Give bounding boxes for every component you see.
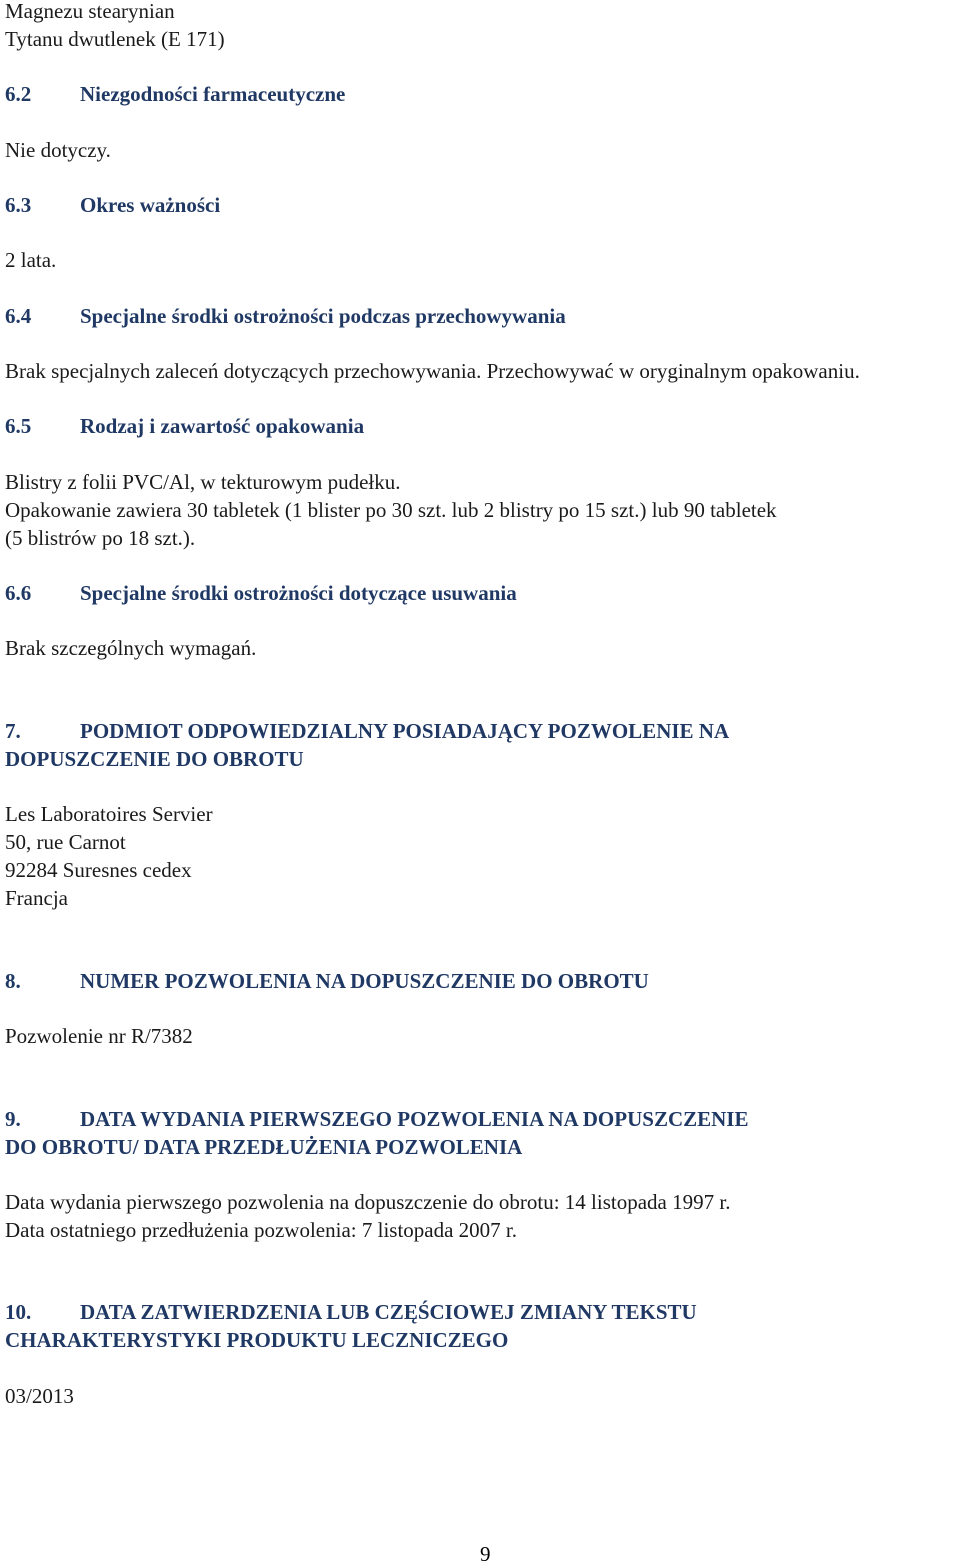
address-line: Les Laboratoires Servier (5, 802, 213, 826)
section-title: CHARAKTERYSTYKI PRODUKTU LECZNICZEGO (5, 1328, 509, 1352)
subsection-body: Brak szczególnych wymagań. (5, 636, 257, 660)
subsection-body-line: (5 blistrów po 18 szt.). (5, 526, 196, 550)
subsection-heading-6-2 (5, 80, 345, 108)
section-title: DATA ZATWIERDZENIA LUB CZĘŚCIOWEJ ZMIANY TEKSTU (80, 1300, 697, 1324)
subsection-body: Nie dotyczy. (5, 138, 111, 162)
subsection-body-line: Blistry z folii PVC/Al, w tekturowym pudełku. (5, 470, 401, 494)
excipient-line: Tytanu dwutlenek (E 171) (5, 27, 225, 51)
subsection-title: Niezgodności farmaceutyczne (80, 82, 346, 106)
section-heading-10 (5, 1298, 697, 1326)
subsection-heading-6-4 (5, 302, 566, 330)
section-number: 9. (5, 1107, 21, 1131)
section-title: DO OBROTU/ DATA PRZEDŁUŻENIA POZWOLENIA (5, 1135, 523, 1159)
section-title: PODMIOT ODPOWIEDZIALNY POSIADAJĄCY POZWOLENIE NA (80, 719, 730, 743)
section-heading-10-line2 (5, 1326, 508, 1354)
address-line: 92284 Suresnes cedex (5, 858, 192, 882)
excipient-line: Magnezu stearynian (5, 0, 175, 23)
subsection-title: Specjalne środki ostrożności podczas przechowywania (80, 304, 566, 328)
section-heading-7 (5, 717, 729, 745)
address-line: 50, rue Carnot (5, 830, 126, 854)
subsection-heading-6-5 (5, 412, 364, 440)
subsection-body: Brak specjalnych zaleceń dotyczących przechowywania. Przechowywać w oryginalnym opakowaniu. (5, 359, 860, 383)
subsection-number: 6.3 (5, 193, 32, 217)
section-heading-9 (5, 1105, 748, 1133)
page-number: 9 (480, 1542, 491, 1566)
section-heading-7-line2 (5, 745, 304, 773)
subsection-number: 6.2 (5, 82, 32, 106)
section-number: 7. (5, 719, 21, 743)
section-heading-9-line2 (5, 1133, 522, 1161)
subsection-title: Rodzaj i zawartość opakowania (80, 414, 365, 438)
section-title: DOPUSZCZENIE DO OBROTU (5, 747, 304, 771)
section-body-line: Data wydania pierwszego pozwolenia na dopuszczenie do obrotu: 14 listopada 1997 r. (5, 1190, 731, 1214)
address-line: Francja (5, 886, 68, 910)
section-title: DATA WYDANIA PIERWSZEGO POZWOLENIA NA DOPUSZCZENIE (80, 1107, 749, 1131)
subsection-heading-6-6 (5, 579, 517, 607)
section-body-line: Data ostatniego przedłużenia pozwolenia: 7 listopada 2007 r. (5, 1218, 518, 1242)
subsection-number: 6.6 (5, 581, 32, 605)
subsection-heading-6-3 (5, 191, 220, 219)
subsection-body-line: Opakowanie zawiera 30 tabletek (1 blister po 30 szt. lub 2 blistry po 15 szt.) lub 90 tabletek (5, 498, 777, 522)
section-title: NUMER POZWOLENIA NA DOPUSZCZENIE DO OBROTU (80, 969, 649, 993)
section-body: Pozwolenie nr R/7382 (5, 1024, 193, 1048)
section-number: 10. (5, 1300, 32, 1324)
section-body: 03/2013 (5, 1384, 74, 1408)
subsection-title: Specjalne środki ostrożności dotyczące usuwania (80, 581, 517, 605)
subsection-title: Okres ważności (80, 193, 221, 217)
subsection-number: 6.4 (5, 304, 32, 328)
section-number: 8. (5, 969, 21, 993)
subsection-body: 2 lata. (5, 248, 57, 272)
subsection-number: 6.5 (5, 414, 32, 438)
section-heading-8 (5, 967, 649, 995)
